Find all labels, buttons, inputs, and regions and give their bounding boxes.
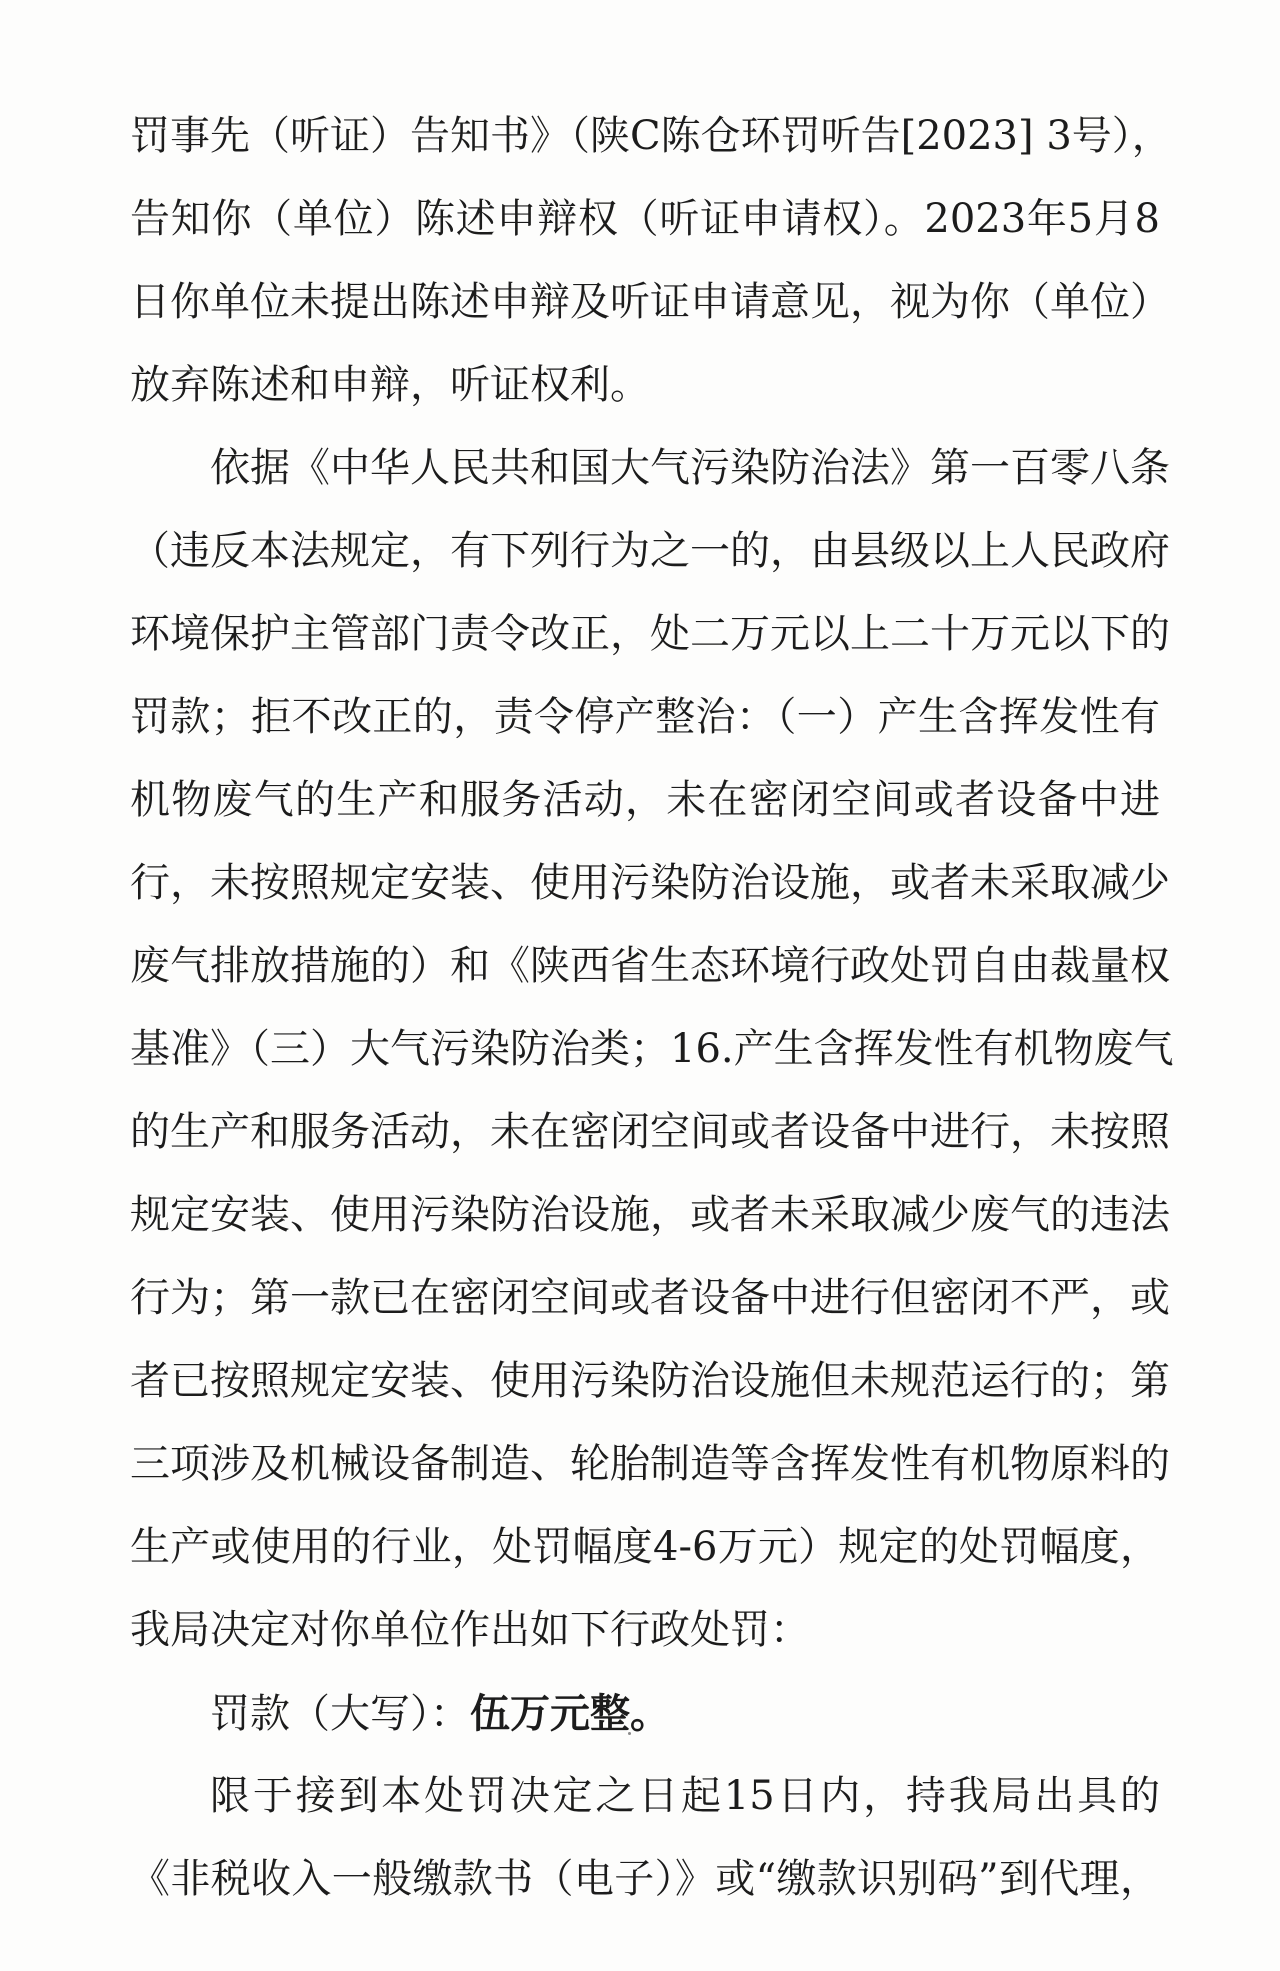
text-line: （违反本法规定，有下列行为之一的，由县级以上人民政府 bbox=[130, 528, 1170, 574]
text-line: 环境保护主管部门责令改正，处二万元以上二十万元以下的 bbox=[130, 611, 1170, 657]
text-line: 罚款；拒不改正的，责令停产整治：（一）产生含挥发性有 bbox=[130, 694, 1160, 740]
text-line: 规定安装、使用污染防治设施，或者未采取减少废气的违法 bbox=[130, 1192, 1170, 1238]
text-line: 基准》（三）大气污染防治类；16.产生含挥发性有机物废气 bbox=[130, 1026, 1174, 1072]
text-line: 《非税收入一般缴款书（电子）》或“缴款识别码”到代理， bbox=[130, 1856, 1160, 1902]
text-line: 告知你（单位）陈述申辩权（听证申请权）。2023年5月8 bbox=[130, 196, 1160, 242]
text-line: 废气排放措施的）和《陕西省生态环境行政处罚自由裁量权 bbox=[130, 943, 1170, 989]
text-line: 行为；第一款已在密闭空间或者设备中进行但密闭不严，或 bbox=[130, 1275, 1170, 1321]
text-line: 我局决定对你单位作出如下行政处罚： bbox=[130, 1607, 810, 1653]
text-line: 三项涉及机械设备制造、轮胎制造等含挥发性有机物原料的 bbox=[130, 1441, 1170, 1487]
fine-label: 罚款（大写）： bbox=[210, 1691, 470, 1737]
fine-amount: 伍万元整。 bbox=[470, 1690, 670, 1737]
text-line: 限于接到本处罚决定之日起15日内，持我局出具的 bbox=[210, 1773, 1160, 1819]
text-line: 的生产和服务活动，未在密闭空间或者设备中进行，未按照 bbox=[130, 1109, 1170, 1155]
text-line: 依据《中华人民共和国大气污染防治法》第一百零八条 bbox=[210, 445, 1170, 491]
text-line: 生产或使用的行业，处罚幅度4-6万元）规定的处罚幅度， bbox=[130, 1524, 1160, 1570]
text-line: 机物废气的生产和服务活动，未在密闭空间或者设备中进 bbox=[130, 777, 1160, 823]
fine-line bbox=[130, 1672, 1160, 1755]
text-line: 日你单位未提出陈述申辩及听证申请意见，视为你（单位） bbox=[130, 279, 1170, 325]
text-line: 者已按照规定安装、使用污染防治设施但未规范运行的；第 bbox=[130, 1358, 1170, 1404]
text-line: 罚事先（听证）告知书》（陕C陈仓环罚听告[2023] 3号）， bbox=[130, 113, 1172, 159]
text-line: 行，未按照规定安装、使用污染防治设施，或者未采取减少 bbox=[130, 860, 1170, 906]
document-body bbox=[130, 95, 1174, 1921]
text-line: 放弃陈述和申辩，听证权利。 bbox=[130, 362, 650, 408]
